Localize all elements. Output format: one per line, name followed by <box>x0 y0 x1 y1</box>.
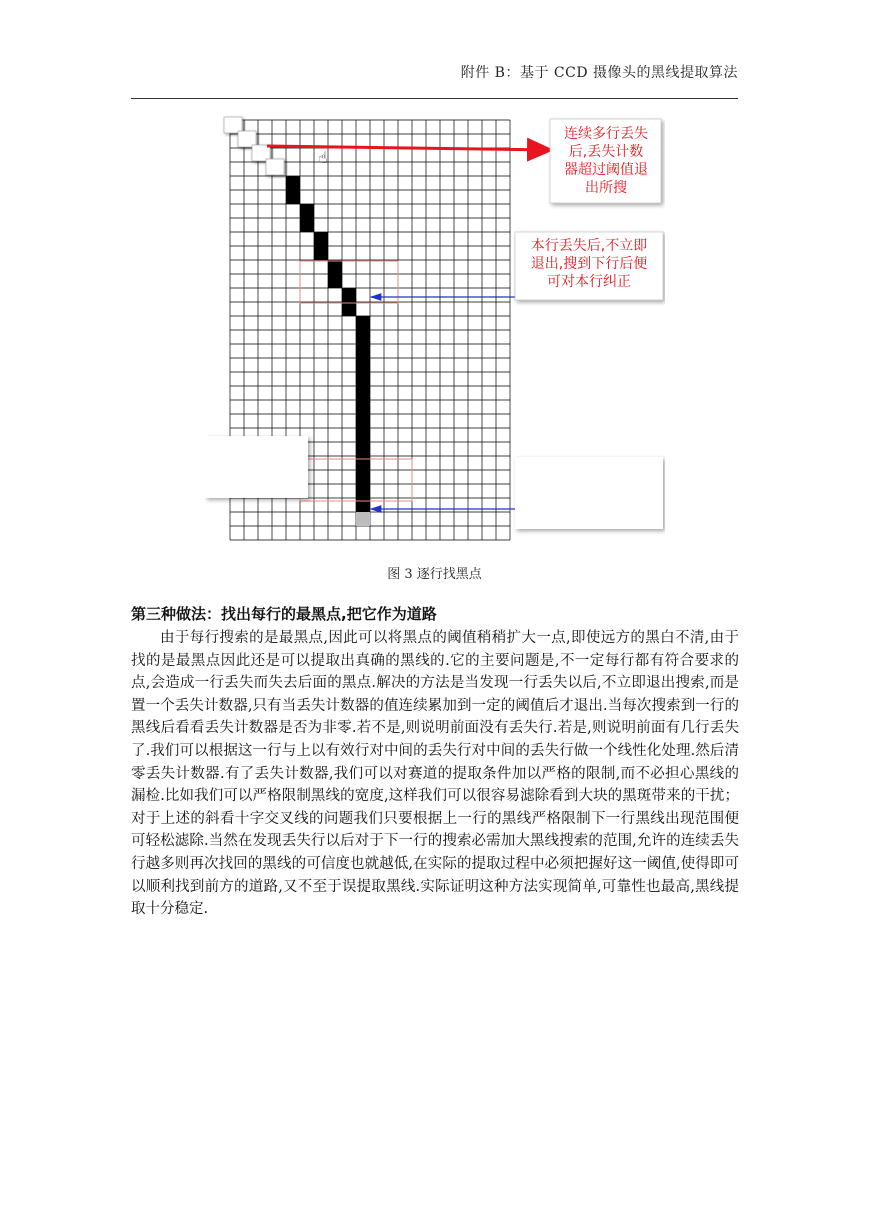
black-cell <box>356 498 370 512</box>
hand-cursor-icon: ☝ <box>318 148 328 167</box>
black-cell <box>356 330 370 344</box>
blank-callout-right <box>515 457 663 529</box>
black-cell <box>286 190 300 204</box>
black-cell <box>356 344 370 358</box>
grid-diagram <box>205 115 665 545</box>
callout-1-line-1: 连续多行丢失 <box>564 126 648 142</box>
callout-1-line-2: 后,丢失计数 <box>568 144 644 160</box>
callout-2-line-3: 可对本行纠正 <box>547 274 631 290</box>
lost-row-cell <box>266 159 284 175</box>
black-cell <box>300 204 314 218</box>
black-cell <box>356 400 370 414</box>
section-heading: 第三种做法：找出每行的最黑点,把它作为道路 <box>131 605 437 623</box>
black-cell <box>356 456 370 470</box>
callout-2-line-2: 退出,搜到下行后便 <box>530 256 648 272</box>
figure-black-line-search <box>205 115 665 545</box>
body-paragraph: 由于每行搜索的是最黑点,因此可以将黑点的阈值稍稍扩大一点,即使远方的黑白不清,由于找的是最黑点因此还是可以提取出真确的黑线的.它的主要问题是,不一定每行都有符合要求的点,会造成一行丢失而失去后面的黑点.解决的方法是当发现一行丢失以后,不立即退出搜索,而是置一个丢失计数器,只有当丢失计数器的值连续累加到一定的阈值后才退出.当每次搜索到一行的黑线后看看丢失计数器是否为非零.若不是,则说明前面没有丢失行.若是,则说明前面有几行丢失了.我们可以根据这一行与上以有效行对中间的丢失行对中间的丢失行做一个线性化处理.然后清零丢失计数器.有了丢失计数器,我们可以对赛道的提取条件加以严格的限制,而不必担心黑线的漏检.比如我们可以严格限制黑线的宽度,这样我们可以很容易滤除看到大块的黑斑带来的干扰；对于上述的斜看十字交叉线的问题我们只要根据上一行的黑线严格限制下一行黑线出现范围便可轻松滤除.当然在发现丢失行以后对于下一行的搜索必需加大黑线搜索的范围,允许的连续丢失行越多则再次找回的黑线的可信度也就越低,在实际的提取过程中必须把握好这一阈值,使得即可以顺利找到前方的道路,又不至于误提取黑线.实际证明这种方法实现简单,可靠性也最高,黑线提取十分稳定. <box>131 630 739 918</box>
black-cell <box>356 470 370 484</box>
black-cell <box>328 274 342 288</box>
black-cell <box>356 414 370 428</box>
blank-callout-left <box>205 436 308 498</box>
lost-row-cell <box>224 117 242 133</box>
black-cell <box>314 246 328 260</box>
black-cell <box>328 260 342 274</box>
black-cell <box>356 428 370 442</box>
header-divider <box>131 98 738 99</box>
black-cell <box>356 484 370 498</box>
callout-1-line-3: 器超过阈值退 <box>564 162 648 178</box>
black-cell <box>286 176 300 190</box>
black-cell <box>356 372 370 386</box>
callout-1-line-4: 出所搜 <box>585 180 627 196</box>
black-cell <box>314 232 328 246</box>
page-header-title: 附件 B：基于 CCD 摄像头的黑线提取算法 <box>460 65 738 81</box>
black-cell <box>300 218 314 232</box>
figure-caption: 图 3 逐行找黑点 <box>387 567 482 582</box>
black-cell <box>356 316 370 330</box>
black-cell <box>356 386 370 400</box>
grey-cell <box>356 512 370 526</box>
lost-row-cell <box>238 131 256 147</box>
black-cell <box>356 358 370 372</box>
black-cell <box>356 442 370 456</box>
callout-2-line-1: 本行丢失后,不立即 <box>530 238 648 254</box>
black-cell <box>342 302 356 316</box>
black-cell <box>342 288 356 302</box>
grey-cells <box>356 512 370 526</box>
